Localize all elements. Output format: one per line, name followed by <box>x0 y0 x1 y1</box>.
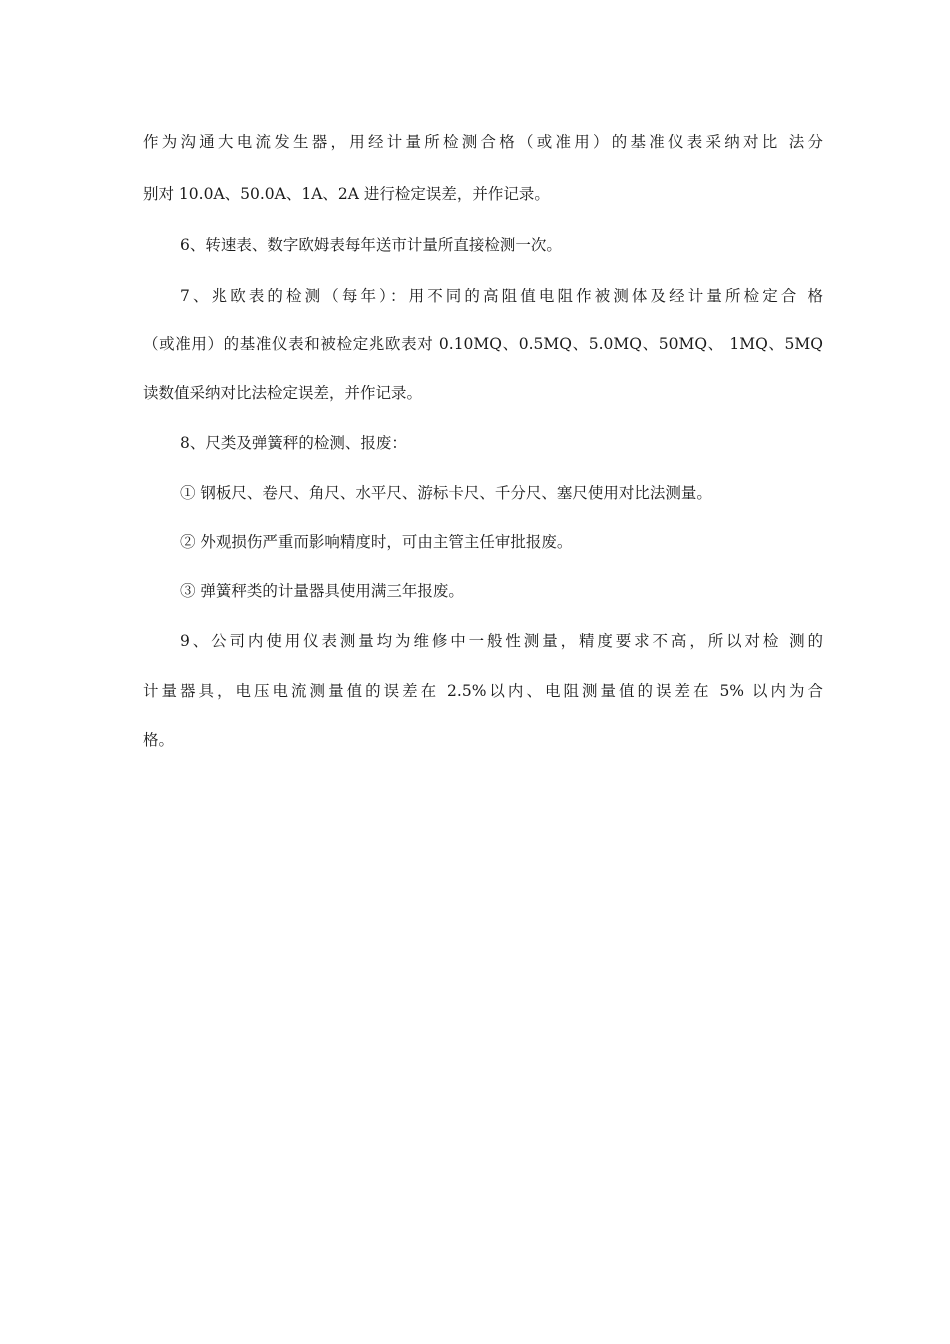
paragraph-line: 7、兆欧表的检测（每年）：用不同的高阻值电阻作被测体及经计量所检定合 格 <box>180 287 823 305</box>
paragraph-line: 8、尺类及弹簧秤的检测、报废： <box>180 434 407 452</box>
paragraph-line: （或准用）的基准仪表和被检定兆欧表对 0.10MQ、0.5MQ、5.0MQ、50MQ、 1MQ、5MQ <box>143 335 823 353</box>
paragraph-line: 9、公司内使用仪表测量均为维修中一般性测量，精度要求不高，所以对检 测的 <box>180 632 823 650</box>
list-item: ② 外观损伤严重而影响精度时，可由主管主任审批报废。 <box>180 533 573 551</box>
paragraph-line: 6、转速表、数字欧姆表每年送市计量所直接检测一次。 <box>180 236 562 254</box>
list-item: ③ 弹簧秤类的计量器具使用满三年报废。 <box>180 582 464 600</box>
paragraph-line: 别对 10.0A、50.0A、1A、2A 进行检定误差，并作记录。 <box>143 185 550 203</box>
paragraph-line: 计量器具，电压电流测量值的误差在 2.5%以内、电阻测量值的误差在 5% 以内为合 <box>143 682 823 700</box>
paragraph-line: 作为沟通大电流发生器，用经计量所检测合格（或准用）的基准仪表采纳对比 法分 <box>143 133 823 151</box>
paragraph-line: 读数值采纳对比法检定误差，并作记录。 <box>143 384 423 402</box>
paragraph-line: 格。 <box>143 731 175 749</box>
list-item: ① 钢板尺、卷尺、角尺、水平尺、游标卡尺、千分尺、塞尺使用对比法测量。 <box>180 484 712 502</box>
